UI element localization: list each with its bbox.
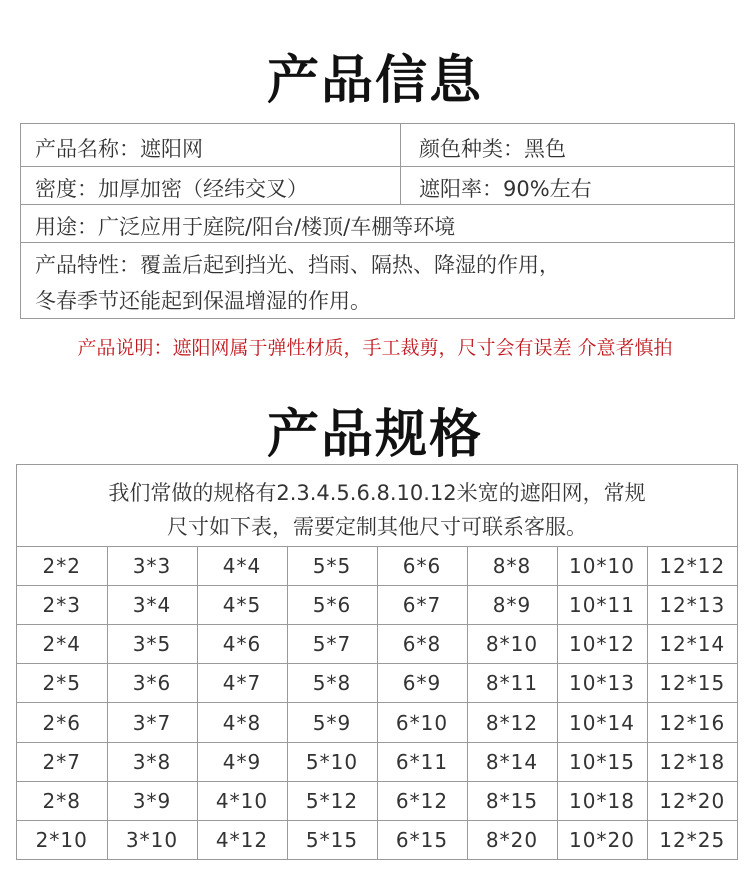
size-cell: 6*6 (377, 547, 467, 586)
size-cell: 8*14 (467, 742, 557, 781)
size-cell: 10*15 (557, 742, 647, 781)
size-cell: 3*6 (107, 664, 197, 703)
size-row (17, 703, 737, 742)
size-cell: 5*10 (287, 742, 377, 781)
size-cell: 2*5 (17, 664, 107, 703)
size-cell: 10*14 (557, 703, 647, 742)
info-row-density-shade (21, 166, 734, 204)
size-cell: 2*6 (17, 703, 107, 742)
size-cell: 10*10 (557, 547, 647, 586)
size-cell: 6*10 (377, 703, 467, 742)
size-cell: 5*15 (287, 820, 377, 859)
size-cell: 12*14 (647, 625, 737, 664)
product-name: 产品名称：遮阳网 (35, 137, 203, 161)
size-cell: 5*12 (287, 781, 377, 820)
size-cell: 12*15 (647, 664, 737, 703)
size-cell: 6*15 (377, 820, 467, 859)
size-cell: 4*5 (197, 586, 287, 625)
size-cell: 5*9 (287, 703, 377, 742)
info-row-feature (21, 242, 734, 318)
size-row (17, 664, 737, 703)
product-shade-rate: 遮阳率：90%左右 (419, 177, 592, 201)
specs-intro (17, 465, 737, 547)
size-row (17, 781, 737, 820)
size-cell: 6*11 (377, 742, 467, 781)
size-cell: 8*8 (467, 547, 557, 586)
size-cell: 12*25 (647, 820, 737, 859)
specs-intro-line1: 我们常做的规格有2.3.4.5.6.8.10.12米宽的遮阳网，常规 (108, 481, 646, 505)
size-row (17, 625, 737, 664)
specs-intro-line2: 尺寸如下表，需要定制其他尺寸可联系客服。 (167, 515, 587, 539)
product-notice: 产品说明：遮阳网属于弹性材质，手工裁剪，尺寸会有误差 介意者慎拍 (77, 337, 673, 359)
size-cell: 2*10 (17, 820, 107, 859)
size-cell: 6*8 (377, 625, 467, 664)
size-cell: 10*18 (557, 781, 647, 820)
size-cell: 5*5 (287, 547, 377, 586)
size-cell: 12*18 (647, 742, 737, 781)
size-cell: 5*7 (287, 625, 377, 664)
size-cell: 4*6 (197, 625, 287, 664)
info-row-name-color (21, 124, 734, 166)
size-cell: 4*12 (197, 820, 287, 859)
size-cell: 8*20 (467, 820, 557, 859)
size-cell: 4*10 (197, 781, 287, 820)
size-cell: 5*8 (287, 664, 377, 703)
size-cell: 6*12 (377, 781, 467, 820)
specs-table (16, 464, 738, 860)
size-cell: 10*13 (557, 664, 647, 703)
size-cell: 3*10 (107, 820, 197, 859)
size-cell: 10*20 (557, 820, 647, 859)
size-cell: 10*12 (557, 625, 647, 664)
size-cell: 3*8 (107, 742, 197, 781)
size-cell: 8*12 (467, 703, 557, 742)
product-color: 颜色种类：黑色 (419, 137, 566, 161)
product-density: 密度：加厚加密（经纬交叉） (35, 177, 308, 201)
size-cell: 4*9 (197, 742, 287, 781)
size-cell: 4*8 (197, 703, 287, 742)
size-cell: 2*3 (17, 586, 107, 625)
size-cell: 4*4 (197, 547, 287, 586)
size-row (17, 586, 737, 625)
product-specs-title: 产品规格 (266, 405, 483, 465)
size-grid (17, 547, 737, 859)
size-cell: 2*2 (17, 547, 107, 586)
size-cell: 12*20 (647, 781, 737, 820)
size-cell: 2*8 (17, 781, 107, 820)
info-row-usage (21, 204, 734, 242)
size-cell: 5*6 (287, 586, 377, 625)
size-cell: 12*16 (647, 703, 737, 742)
product-usage: 用途：广泛应用于庭院/阳台/楼顶/车棚等环境 (35, 215, 456, 239)
product-info-title: 产品信息 (266, 51, 483, 111)
size-cell: 8*9 (467, 586, 557, 625)
size-cell: 8*10 (467, 625, 557, 664)
size-cell: 3*4 (107, 586, 197, 625)
size-cell: 8*11 (467, 664, 557, 703)
size-cell: 3*5 (107, 625, 197, 664)
size-row (17, 547, 737, 586)
size-cell: 3*9 (107, 781, 197, 820)
size-cell: 12*13 (647, 586, 737, 625)
size-cell: 6*7 (377, 586, 467, 625)
size-cell: 10*11 (557, 586, 647, 625)
product-info-table (20, 123, 735, 319)
size-cell: 6*9 (377, 664, 467, 703)
divider (400, 124, 401, 166)
size-row (17, 742, 737, 781)
size-cell: 2*7 (17, 742, 107, 781)
product-feature-line1: 产品特性：覆盖后起到挡光、挡雨、隔热、降湿的作用， (35, 253, 560, 277)
size-cell: 12*12 (647, 547, 737, 586)
product-feature-line2: 冬春季节还能起到保温增湿的作用。 (35, 289, 371, 313)
size-cell: 3*3 (107, 547, 197, 586)
size-cell: 8*15 (467, 781, 557, 820)
size-row (17, 820, 737, 859)
size-cell: 3*7 (107, 703, 197, 742)
size-cell: 4*7 (197, 664, 287, 703)
size-cell: 2*4 (17, 625, 107, 664)
divider (400, 167, 401, 205)
